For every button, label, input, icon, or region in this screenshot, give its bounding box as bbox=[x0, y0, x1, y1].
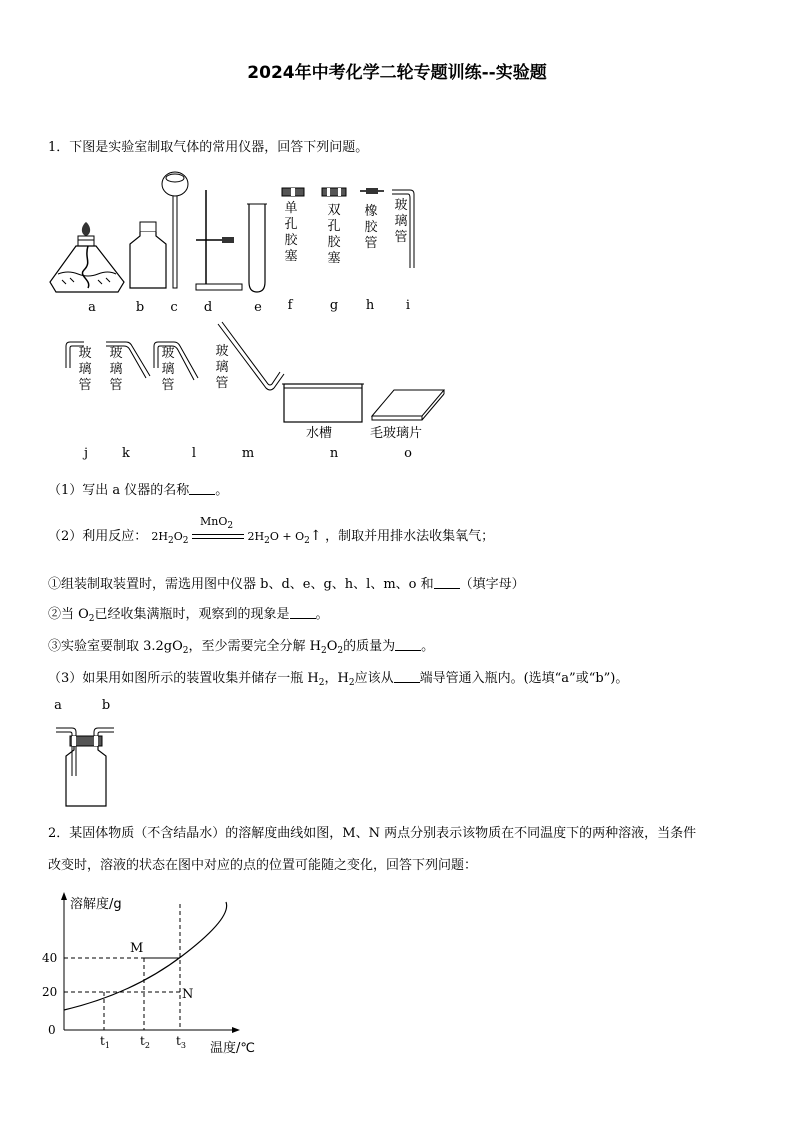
q1-part3-end: 端导管通入瓶内。(选填“a”或“b”)。 bbox=[419, 671, 629, 686]
x-tick-sub: 1 bbox=[104, 1041, 110, 1050]
q1-part2-suffix: ，制取并用排水法收集氧气； bbox=[325, 529, 495, 544]
sub: 2 bbox=[304, 536, 310, 546]
bottle-label-b: b bbox=[101, 698, 111, 713]
x-tick-sub: 2 bbox=[144, 1041, 150, 1050]
label-f-one-hole-stopper: 单孔胶塞 bbox=[284, 201, 298, 264]
letter-l: l bbox=[191, 446, 197, 461]
letter-n: n bbox=[329, 446, 339, 461]
q1-part2 bbox=[48, 515, 495, 549]
label-h-rubber-tube: 橡胶管 bbox=[364, 204, 378, 251]
answer-blank[interactable] bbox=[434, 576, 460, 589]
page-title: 2024年中考化学二轮专题训练--实验题 bbox=[247, 63, 547, 83]
gas-collection-bottle-icon bbox=[54, 716, 118, 810]
apparatus-e-test-tube-icon bbox=[246, 202, 268, 294]
reaction-equation bbox=[151, 515, 325, 546]
apparatus-c-long-neck-funnel-icon bbox=[160, 170, 190, 290]
answer-blank[interactable] bbox=[394, 670, 420, 683]
label-k-glass-tube: 玻璃管 bbox=[109, 346, 123, 393]
q1-item1-text: ①组装制取装置时，需选用图中仪器 b、d、e、g、h、l、m、o 和 bbox=[48, 577, 434, 592]
x-tick-sub: 3 bbox=[180, 1041, 186, 1050]
gas-arrow: ↑ bbox=[309, 528, 322, 544]
sub: 2 bbox=[264, 536, 270, 546]
q1-part1 bbox=[48, 482, 228, 499]
label-j-glass-tube: 玻璃管 bbox=[78, 346, 92, 393]
q1-item2-suffix: 已经收集满瓶时，观察到的现象是 bbox=[94, 607, 290, 622]
solubility-curve bbox=[64, 902, 227, 1010]
y-tick-20: 20 bbox=[42, 985, 58, 999]
reactant: 2H bbox=[151, 530, 169, 543]
sub: 2 bbox=[348, 678, 355, 688]
q1-stem: 1．下图是实验室制取气体的常用仪器，回答下列问题。 bbox=[48, 140, 369, 155]
letter-a: a bbox=[88, 300, 96, 315]
sub: 2 bbox=[182, 646, 189, 656]
y-axis-arrow-icon bbox=[61, 892, 67, 900]
sub: 2 bbox=[318, 678, 325, 688]
apparatus-n-water-trough-icon bbox=[282, 380, 364, 424]
solubility-chart bbox=[40, 890, 280, 1070]
y-axis-label: 溶解度/g bbox=[70, 897, 122, 912]
q1-part3-suffix: 应该从 bbox=[354, 671, 394, 686]
letter-j: j bbox=[83, 446, 89, 461]
catalyst-arrow bbox=[192, 515, 244, 544]
answer-blank[interactable] bbox=[290, 606, 316, 619]
x-tick-t2 bbox=[140, 1034, 150, 1050]
label-g-two-hole-stopper: 双孔胶塞 bbox=[327, 203, 341, 266]
apparatus-a-alcohol-lamp-icon bbox=[48, 218, 128, 298]
x-tick-t3 bbox=[176, 1034, 186, 1050]
q1-item2 bbox=[48, 606, 329, 627]
x-tick-t: t bbox=[176, 1034, 181, 1048]
label-o-glass-plate: 毛玻璃片 bbox=[370, 426, 423, 441]
q1-part1-end: 。 bbox=[215, 483, 229, 498]
answer-blank[interactable] bbox=[189, 482, 215, 495]
label-i-glass-tube: 玻璃管 bbox=[394, 198, 408, 245]
apparatus-d-iron-stand-icon bbox=[194, 188, 246, 292]
sub: 2 bbox=[182, 536, 189, 546]
sub: 2 bbox=[337, 646, 344, 656]
x-tick-t1 bbox=[100, 1034, 110, 1050]
point-m-label: M bbox=[130, 941, 144, 956]
label-n-water-trough: 水槽 bbox=[306, 426, 333, 441]
y-tick-0: 0 bbox=[48, 1023, 56, 1037]
letter-d: d bbox=[203, 300, 213, 315]
letter-k: k bbox=[122, 446, 130, 461]
q1-item1-end: （填字母） bbox=[459, 577, 525, 592]
x-axis-label: 温度/℃ bbox=[210, 1041, 255, 1056]
letter-i: i bbox=[405, 298, 411, 313]
answer-blank[interactable] bbox=[395, 638, 421, 651]
catalyst bbox=[200, 514, 233, 534]
letter-o: o bbox=[404, 446, 412, 461]
q2-stem-line2: 改变时，溶液的状态在图中对应的点的位置可能随之变化，回答下列问题： bbox=[48, 858, 478, 873]
product1-o: O + O bbox=[269, 530, 305, 543]
q1-part2-prefix: （2）利用反应： bbox=[48, 529, 148, 544]
q1-item1 bbox=[48, 576, 525, 593]
q1-item3-end: 。 bbox=[421, 639, 435, 654]
reactant-o: O bbox=[173, 530, 183, 543]
q1-item3-mid: ，至少需要完全分解 H bbox=[188, 639, 322, 654]
apparatus-h-rubber-tube-icon bbox=[360, 186, 384, 196]
sub: 2 bbox=[321, 646, 327, 656]
letter-c: c bbox=[170, 300, 178, 315]
q1-item2-end: 。 bbox=[315, 607, 329, 622]
sub: 2 bbox=[88, 614, 95, 624]
letter-g: g bbox=[329, 298, 339, 313]
y-tick-40: 40 bbox=[42, 951, 58, 965]
q1-part3-mid: ，H bbox=[324, 671, 349, 686]
q1-item3-o: O bbox=[326, 639, 338, 654]
x-tick-t: t bbox=[100, 1034, 105, 1048]
apparatus-g-two-hole-stopper-icon bbox=[322, 186, 346, 198]
q1-item3-suffix: 的质量为 bbox=[343, 639, 396, 654]
apparatus-o-glass-plate-icon bbox=[370, 388, 446, 422]
letter-b: b bbox=[135, 300, 145, 315]
q1-item2-prefix: ②当 O bbox=[48, 607, 89, 622]
label-m-glass-tube: 玻璃管 bbox=[215, 344, 229, 391]
x-axis-arrow-icon bbox=[232, 1027, 240, 1033]
q2-stem-line1: 2．某固体物质（不含结晶水）的溶解度曲线如图，M、N 两点分别表示该物质在不同温度下的两种溶液，当条件 bbox=[48, 826, 697, 841]
q1-item3-prefix: ③实验室要制取 3.2gO bbox=[48, 639, 183, 654]
q1-item3 bbox=[48, 638, 434, 659]
x-tick-t: t bbox=[140, 1034, 145, 1048]
product1: 2H bbox=[247, 530, 265, 543]
sub: 2 bbox=[227, 521, 234, 531]
point-n-label: N bbox=[182, 987, 194, 1002]
letter-m: m bbox=[241, 446, 255, 461]
q1-part3 bbox=[48, 670, 628, 691]
bottle-label-a: a bbox=[54, 698, 62, 713]
sub: 2 bbox=[168, 536, 174, 546]
q1-part1-text: （1）写出 a 仪器的名称 bbox=[48, 483, 190, 498]
apparatus-f-one-hole-stopper-icon bbox=[282, 186, 304, 198]
label-l-glass-tube: 玻璃管 bbox=[161, 346, 175, 393]
catalyst-text: MnO bbox=[200, 515, 228, 528]
letter-e: e bbox=[254, 300, 262, 315]
letter-f: f bbox=[287, 298, 293, 313]
q1-part3-prefix: （3）如果用如图所示的装置收集并储存一瓶 H bbox=[48, 671, 319, 686]
letter-h: h bbox=[365, 298, 375, 313]
